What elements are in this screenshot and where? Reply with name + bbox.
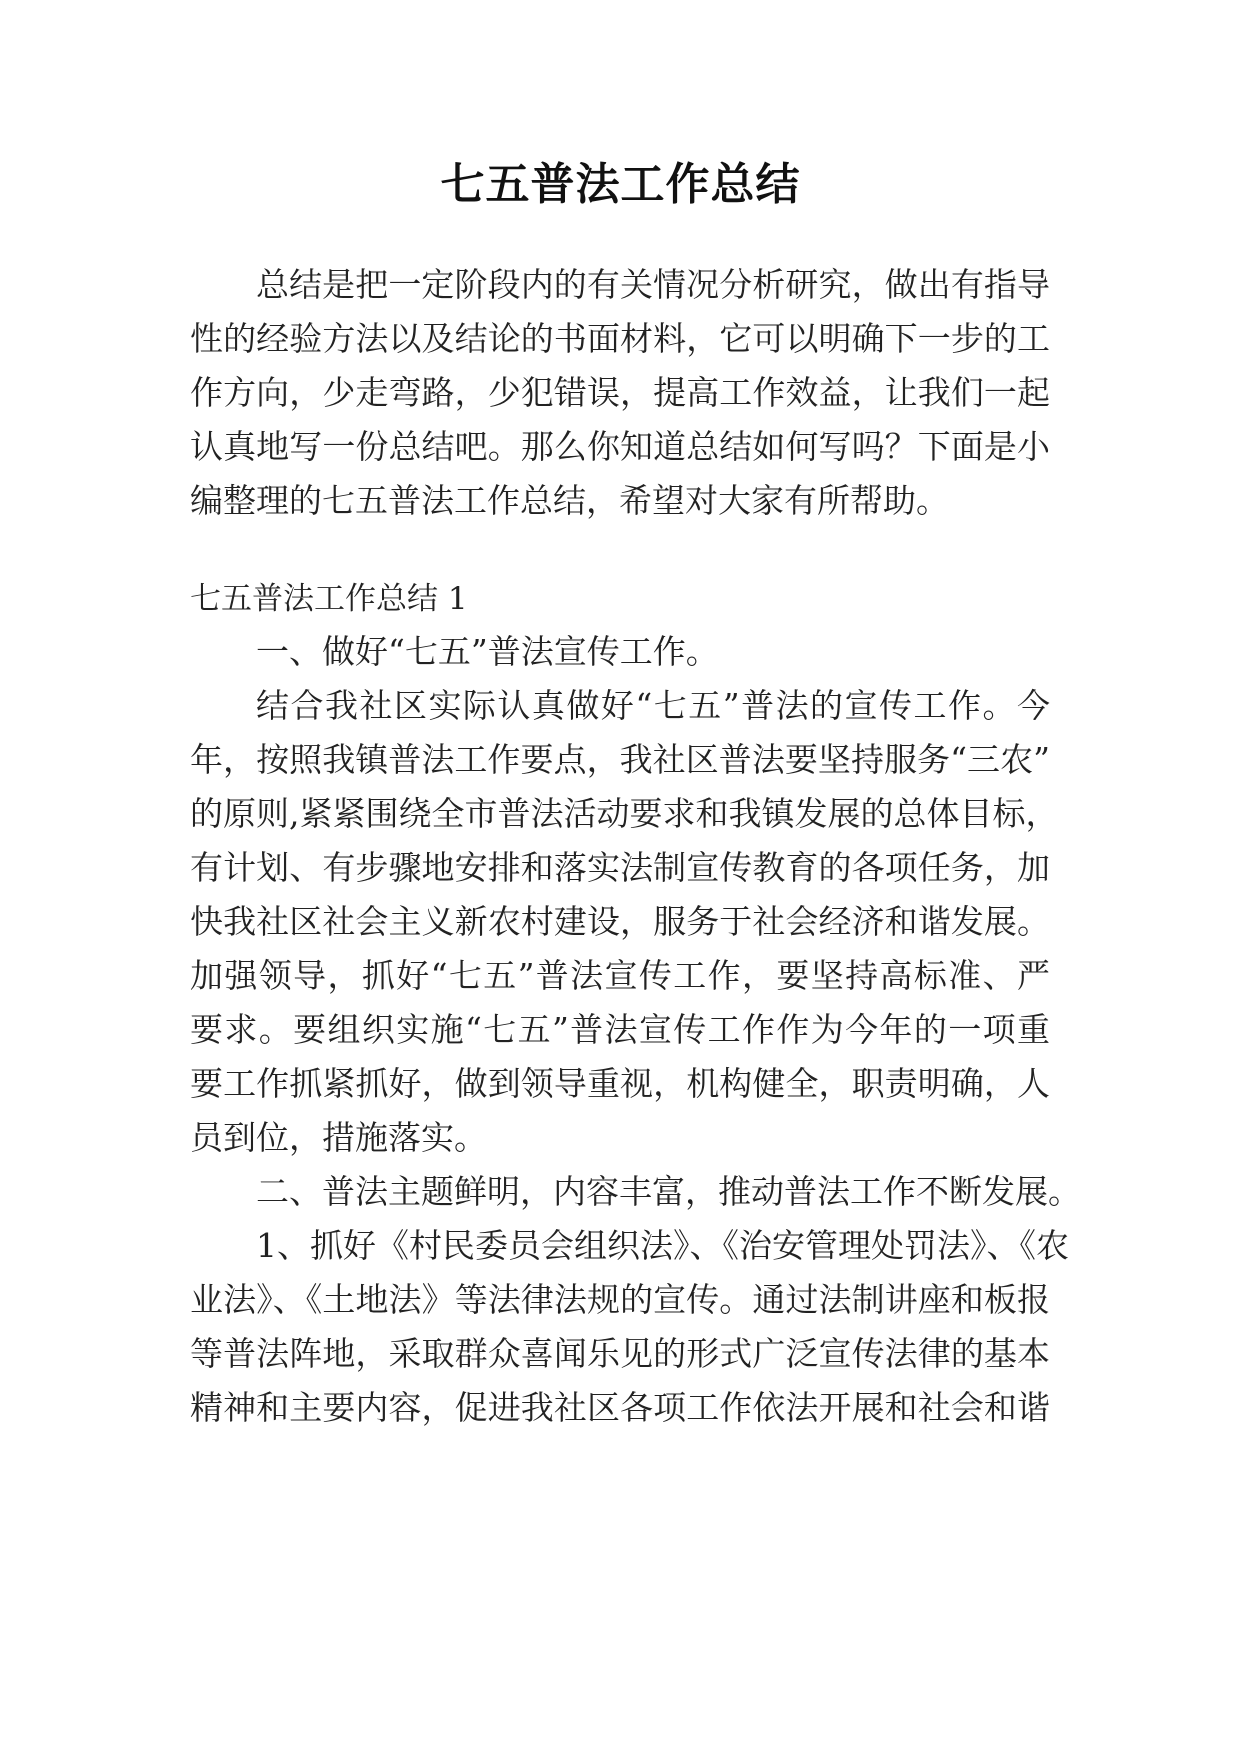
heading-1: 一、做好“七五”普法宣传工作。 (256, 632, 719, 671)
para-1-line: 有计划、有步骤地安排和落实法制宣传教育的各项任务，加 (190, 848, 1050, 887)
para-1-line: 快我社区社会主义新农村建设，服务于社会经济和谐发展。 (190, 902, 1050, 941)
intro-line: 认真地写一份总结吧。那么你知道总结如何写吗？下面是小 (190, 427, 1050, 466)
para-1-line: 的原则,紧紧围绕全市普法活动要求和我镇发展的总体目标， (190, 794, 1059, 833)
intro-line: 作方向，少走弯路，少犯错误，提高工作效益，让我们一起 (190, 373, 1050, 412)
para-1-line: 结合我社区实际认真做好“七五”普法的宣传工作。今 (256, 686, 1050, 725)
para-2-line: 精神和主要内容，促进我社区各项工作依法开展和社会和谐 (190, 1388, 1050, 1427)
para-2-line: 业法》、《土地法》等法律法规的宣传。通过法制讲座和板报 (190, 1280, 1050, 1319)
intro-line: 性的经验方法以及结论的书面材料，它可以明确下一步的工 (190, 319, 1050, 358)
para-1-line: 加强领导，抓好“七五”普法宣传工作，要坚持高标准、严 (190, 956, 1050, 995)
intro-line: 总结是把一定阶段内的有关情况分析研究，做出有指导 (256, 265, 1050, 304)
para-1-line: 员到位，措施落实。 (190, 1118, 487, 1157)
document-title: 七五普法工作总结 (440, 159, 801, 210)
para-1-line: 年，按照我镇普法工作要点，我社区普法要坚持服务“三农” (190, 740, 1050, 779)
para-1-line: 要求。要组织实施“七五”普法宣传工作作为今年的一项重 (190, 1010, 1050, 1049)
heading-2: 二、普法主题鲜明，内容丰富，推动普法工作不断发展。 (256, 1172, 1081, 1211)
para-1-line: 要工作抓紧抓好，做到领导重视，机构健全，职责明确，人 (190, 1064, 1050, 1103)
para-2-line: 1、抓好《村民委员会组织法》、《治安管理处罚法》、《农 (256, 1226, 1069, 1265)
para-2-line: 等普法阵地，采取群众喜闻乐见的形式广泛宣传法律的基本 (190, 1334, 1050, 1373)
section-title: 七五普法工作总结 1 (190, 581, 468, 617)
intro-line: 编整理的七五普法工作总结，希望对大家有所帮助。 (190, 481, 949, 520)
